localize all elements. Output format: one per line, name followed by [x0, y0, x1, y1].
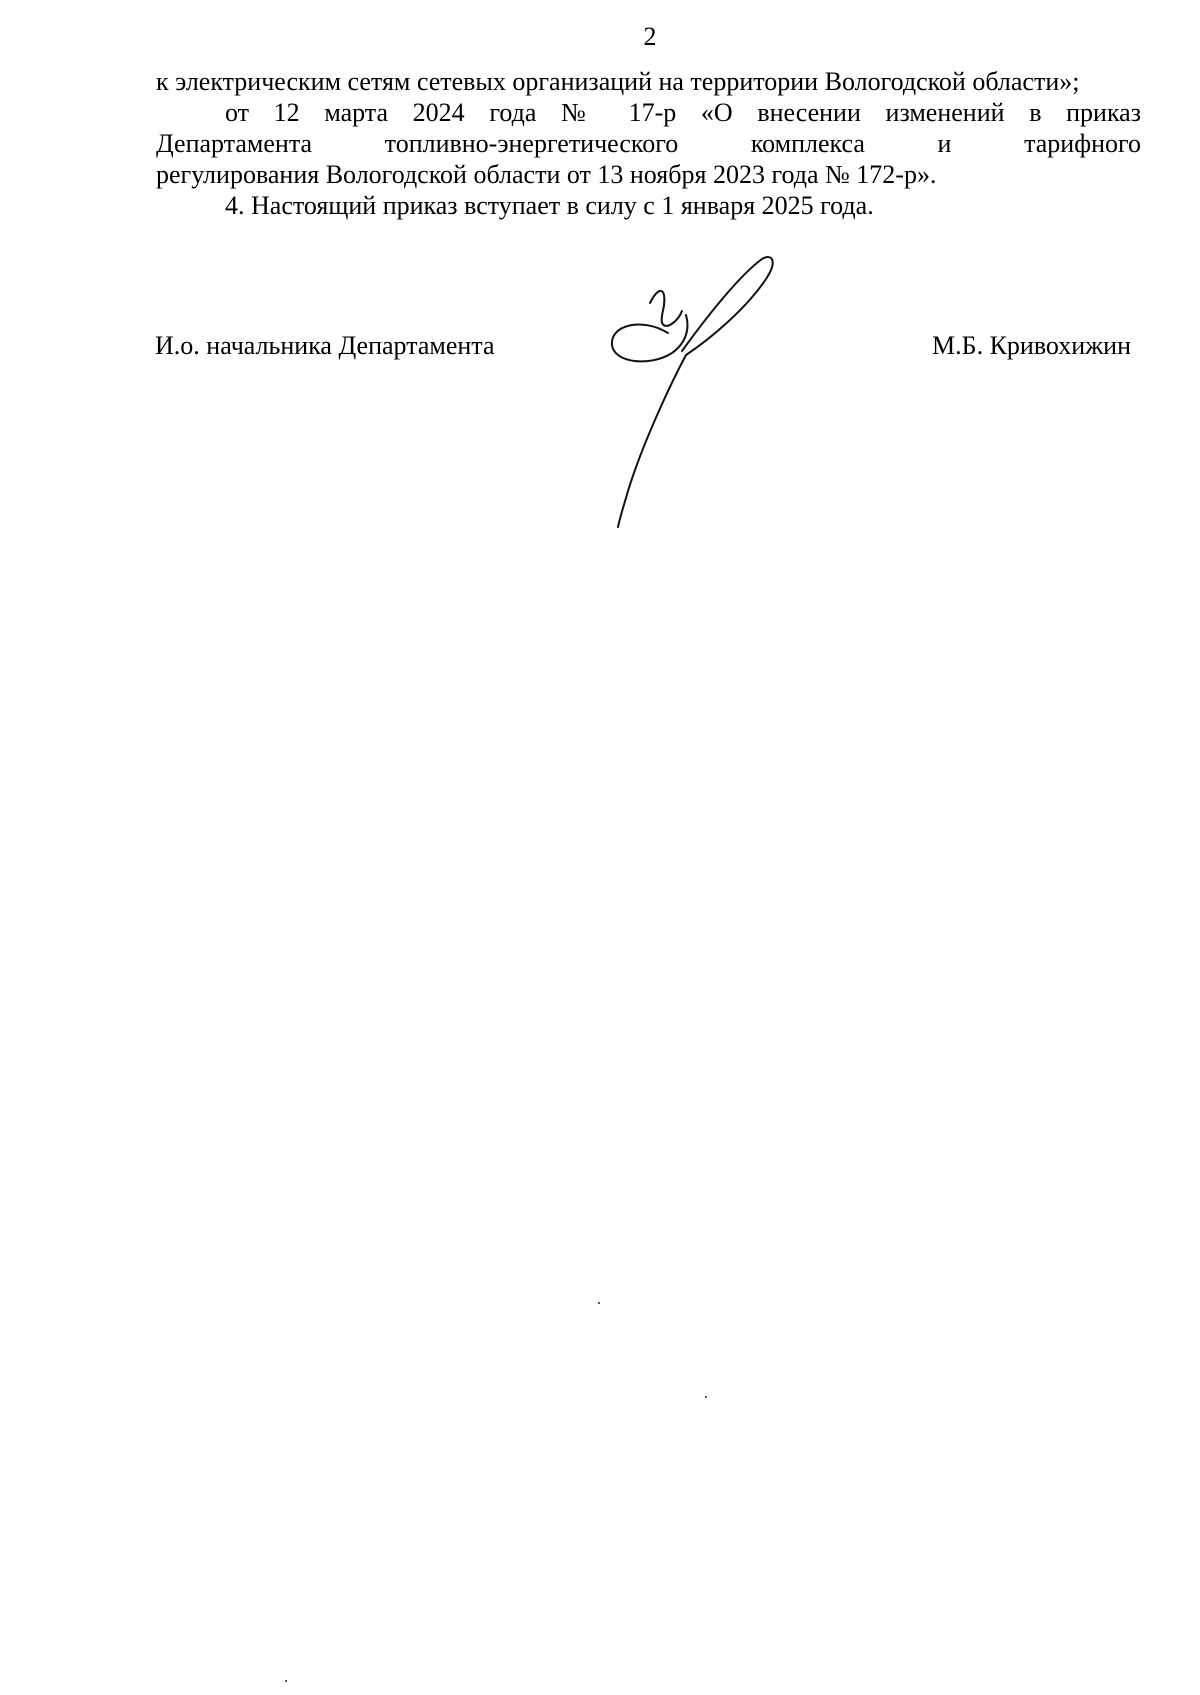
paragraph-order-reference-line2: Департамента топливно-энергетического комплекса и тарифного: [156, 129, 1141, 158]
scan-speck: [285, 1680, 287, 1682]
paragraph-effective-date: 4. Настоящий приказ вступает в силу с 1 января 2025 года.: [225, 191, 874, 220]
handwritten-signature: [590, 255, 810, 545]
signature-hook-stroke: [650, 291, 682, 326]
signatory-position: И.о. начальника Департамента: [155, 331, 495, 360]
signatory-name: М.Б. Кривохижин: [932, 331, 1131, 360]
document-body: [156, 66, 1141, 221]
scan-speck: [598, 1302, 600, 1304]
page-number: 2: [643, 22, 657, 51]
signature-main-stroke: [618, 257, 773, 527]
scan-speck: [705, 1396, 707, 1398]
paragraph-continuation: к электрическим сетям сетевых организаций на территории Вологодской области»;: [156, 67, 1080, 96]
paragraph-order-reference-line1: от 12 марта 2024 года № 17-р «О внесении изменений в приказ: [225, 98, 1141, 127]
signature-loop-stroke: [612, 315, 688, 361]
paragraph-order-reference-line3: регулирования Вологодской области от 13 ноября 2023 года № 172-р».: [156, 160, 937, 189]
